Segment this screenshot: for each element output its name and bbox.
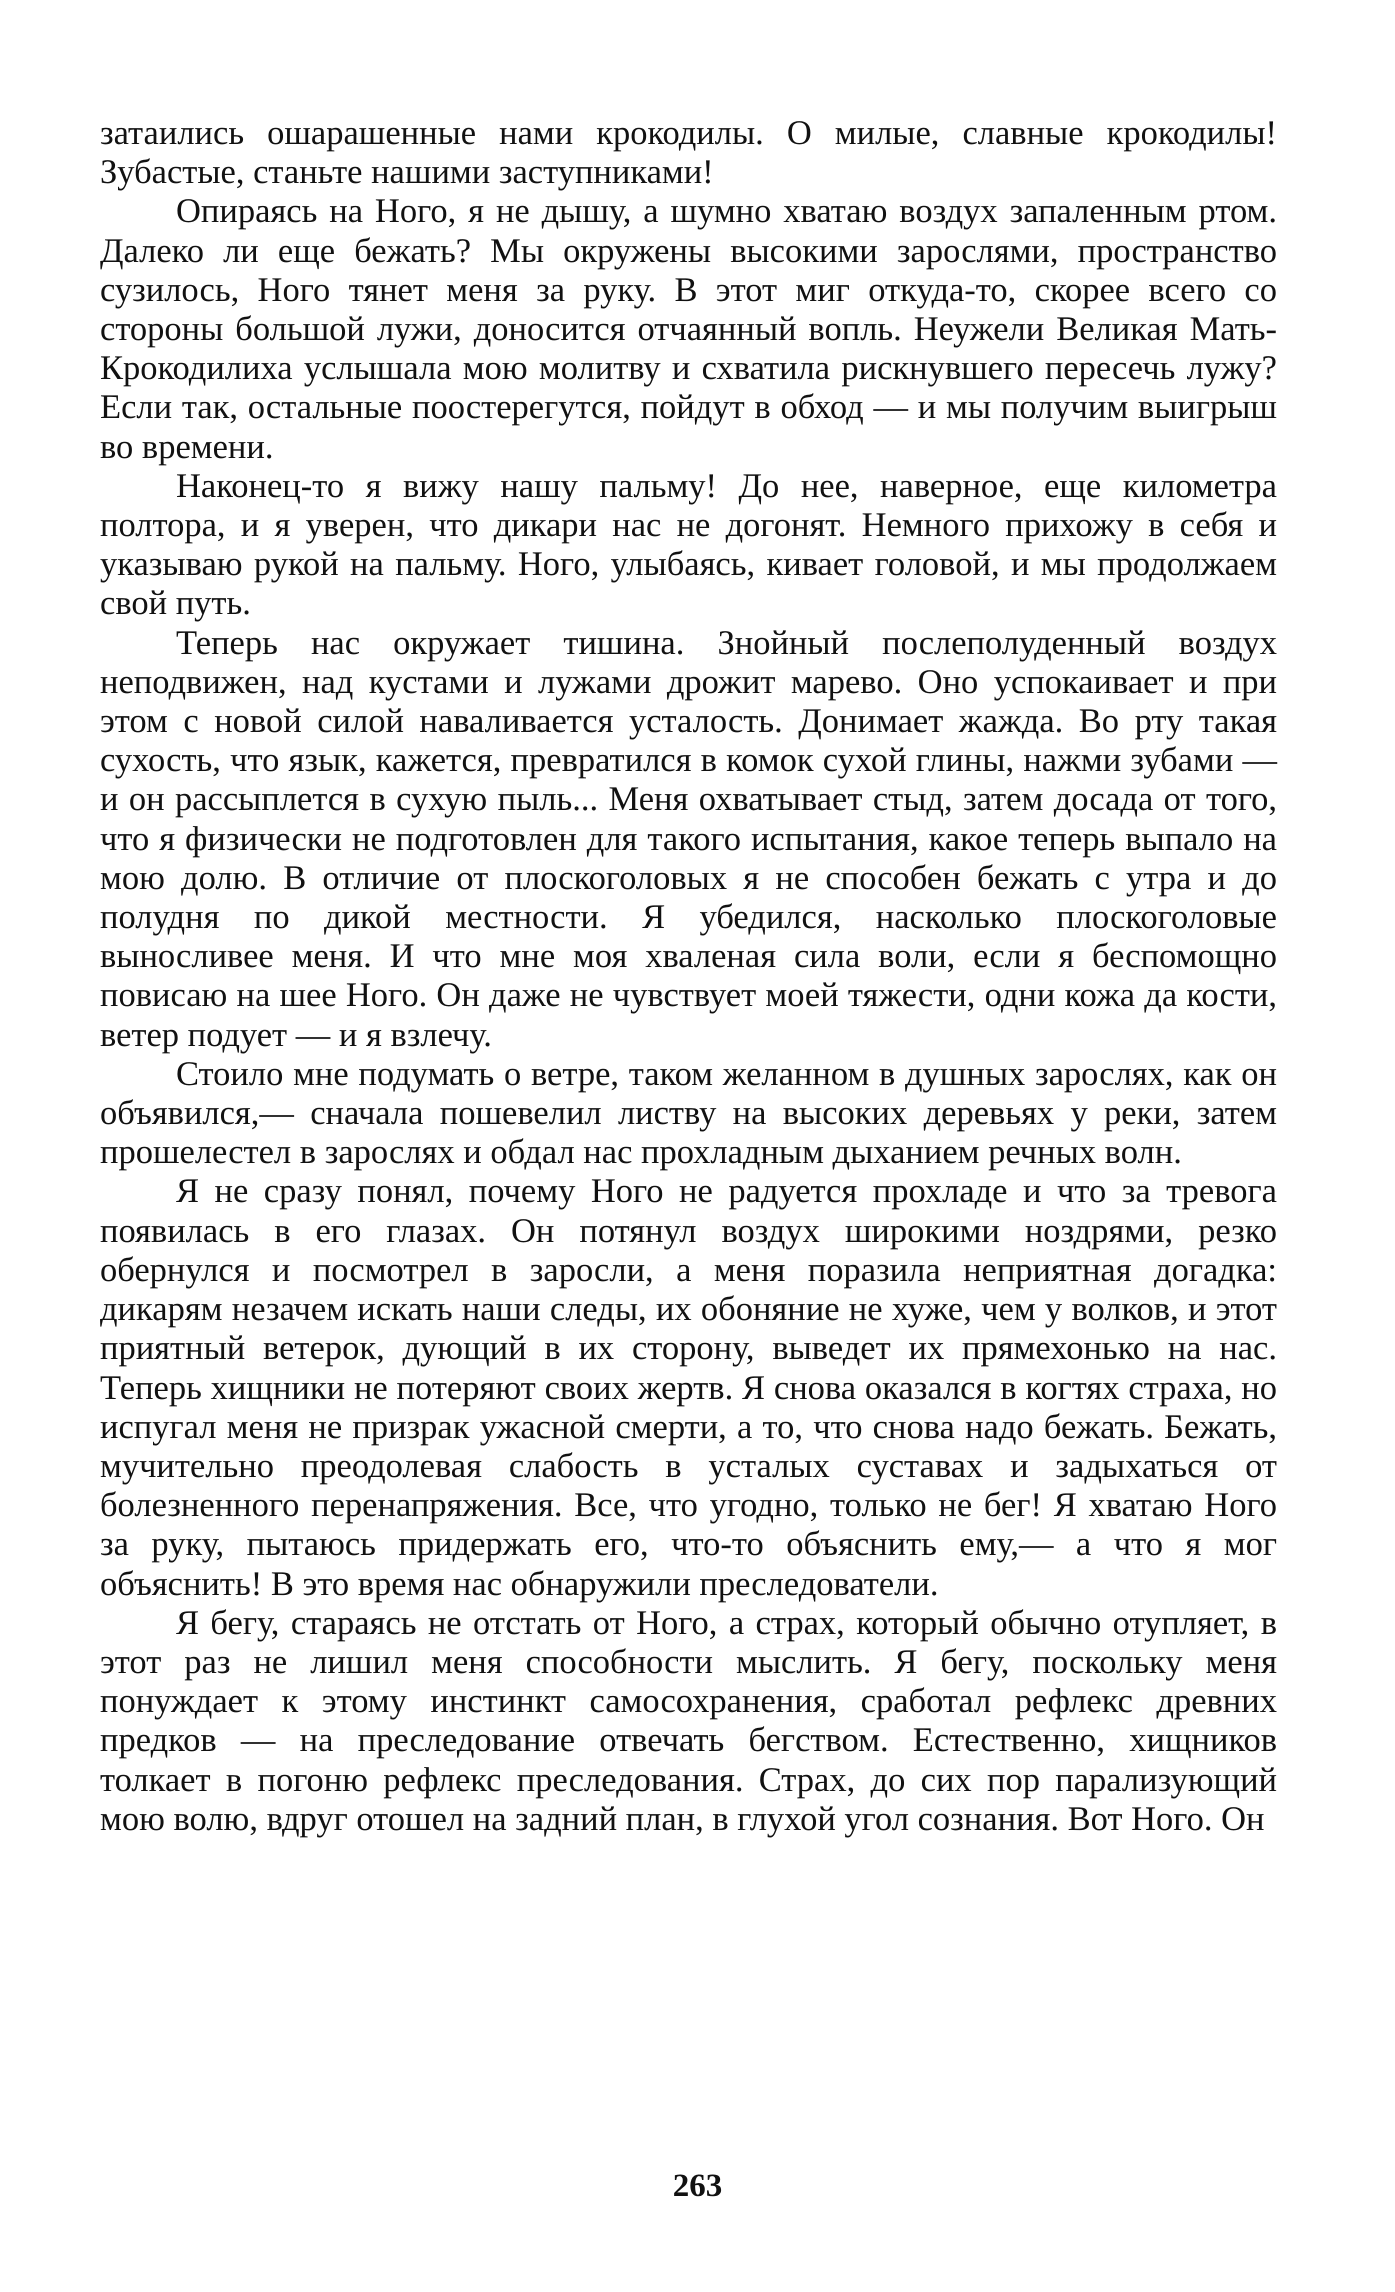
- paragraph: Я бегу, стараясь не отстать от Ного, а страх, который обычно отупляет, в этот раз не лишил меня способности мыслить. Я бегу, поскольку меня понуждает к этому инстинкт самосохранения, сработал рефлекс древних предков — на преследование отвечать бегством. Естественно, хищников толкает в погоню рефлекс преследования. Страх, до сих пор парализующий мою волю, вдруг отошел на задний план, в глухой угол сознания. Вот Ного. Он: [100, 1603, 1277, 1838]
- page-number: 263: [672, 2168, 723, 2204]
- paragraph: Стоило мне подумать о ветре, таком желанном в душных зарослях, как он объявился,— сначала пошевелил листву на высоких деревьях у реки, затем прошелестел в зарослях и обдал нас прохладным дыханием речных волн.: [100, 1054, 1277, 1172]
- paragraph: Теперь нас окружает тишина. Знойный послеполуденный воздух неподвижен, над кустами и лужами дрожит марево. Оно успокаивает и при этом с новой силой наваливается усталость. Донимает жажда. Во рту такая сухость, что язык, кажется, превратился в комок сухой глины, нажми зубами — и он рассыплется в сухую пыль... Меня охватывает стыд, затем досада от того, что я физически не подготовлен для такого испытания, какое теперь выпало на мою долю. В отличие от плоскоголовых я не способен бежать с утра и до полудня по дикой местности. Я убедился, насколько плоскоголовые выносливее меня. И что мне моя хваленая сила воли, если я беспомощно повисаю на шее Ного. Он даже не чувствует моей тяжести, одни кожа да кости, ветер подует — и я взлечу.: [100, 623, 1277, 1054]
- paragraph: Опираясь на Ного, я не дышу, а шумно хватаю воздух запаленным ртом. Далеко ли еще бежать? Мы окружены высокими зарослями, пространство сузилось, Ного тянет меня за руку. В этот миг откуда-то, скорее всего со стороны большой лужи, доносится отчаянный вопль. Неужели Великая Мать-Крокодилиха услышала мою молитву и схватила рискнувшего пересечь лужу? Если так, остальные поостерегутся, пойдут в обход — и мы получим выигрыш во времени.: [100, 192, 1277, 466]
- paragraph: Наконец-то я вижу нашу пальму! До нее, наверное, еще километра полтора, и я уверен, что дикари нас не догонят. Немного прихожу в себя и указываю рукой на пальму. Ного, улыбаясь, кивает головой, и мы продолжаем свой путь.: [100, 466, 1277, 623]
- paragraph: затаились ошарашенные нами крокодилы. О милые, славные крокодилы! Зубастые, станьте нашими заступниками!: [100, 114, 1277, 192]
- page-text: [100, 114, 1277, 1839]
- paragraph: Я не сразу понял, почему Ного не радуется прохладе и что за тревога появилась в его глазах. Он потянул воздух широкими ноздрями, резко обернулся и посмотрел в заросли, а меня поразила неприятная догадка: дикарям незачем искать наши следы, их обоняние не хуже, чем у волков, и этот приятный ветерок, дующий в их сторону, выведет их прямехонько на нас. Теперь хищники не потеряют своих жертв. Я снова оказался в когтях страха, но испугал меня не призрак ужасной смерти, а то, что снова надо бежать. Бежать, мучительно преодолевая слабость в усталых суставах и задыхаться от болезненного перенапряжения. Все, что угодно, только не бег! Я хватаю Ного за руку, пытаюсь придержать его, что-то объяснить ему,— а что я мог объяснить! В это время нас обнаружили преследователи.: [100, 1172, 1277, 1603]
